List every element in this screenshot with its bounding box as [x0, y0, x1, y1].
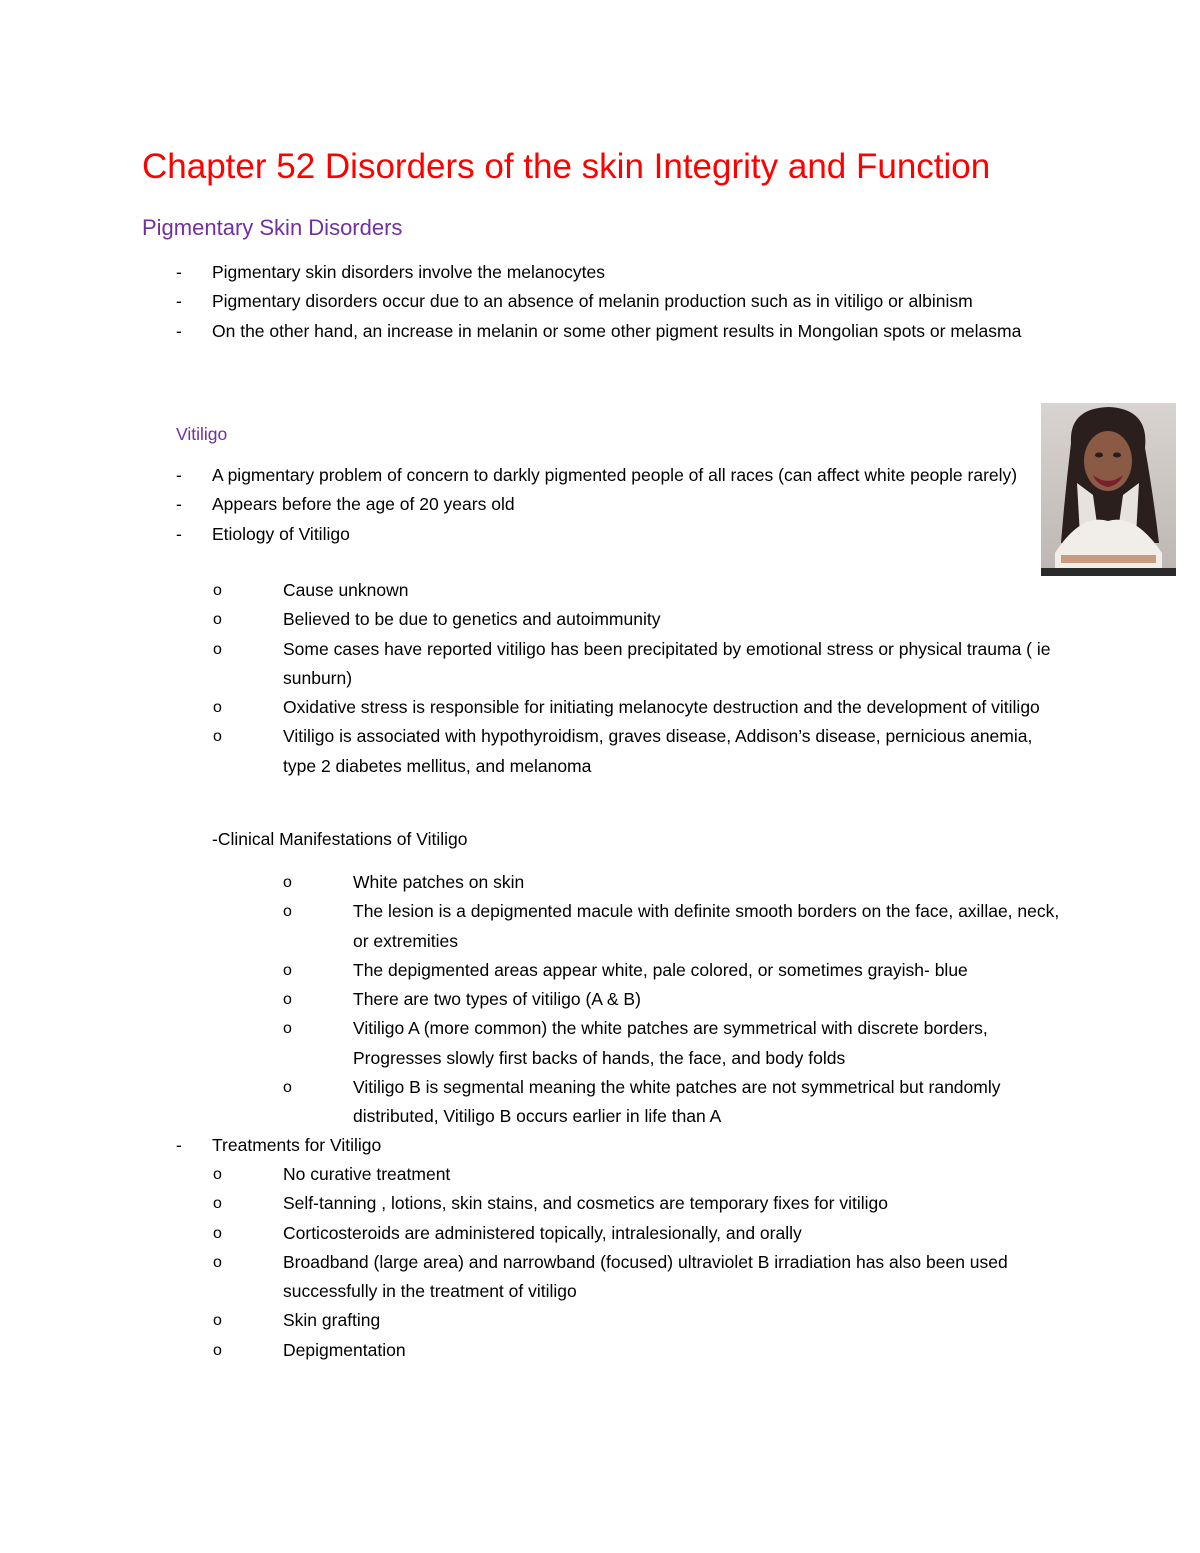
- list-item: o The depigmented areas appear white, pale colored, or sometimes grayish- blue: [283, 959, 968, 980]
- list-item: - Treatments for Vitiligo: [176, 1135, 382, 1155]
- chapter-title: Chapter 52 Disorders of the skin Integrity and Function: [142, 147, 991, 186]
- list-item: o Broadband (large area) and narrowband (focused) ultraviolet B irradiation has also been used successfully in the treatment of vitiligo: [213, 1251, 1008, 1302]
- etiology-list: [213, 576, 1063, 781]
- list-item: o Depigmentation: [213, 1339, 406, 1360]
- portrait-photo: [1041, 403, 1176, 576]
- list-item: o Cause unknown: [213, 580, 409, 600]
- list-item: o Oxidative stress is responsible for initiating melanocyte destruction and the development of vitiligo: [213, 697, 1040, 718]
- vitiligo-heading: Vitiligo: [176, 424, 228, 444]
- list-item: - Etiology of Vitiligo: [176, 523, 350, 544]
- list-item: o Corticosteroids are administered topically, intralesionally, and orally: [213, 1222, 802, 1243]
- manifestations-list: [283, 868, 1063, 1132]
- treatments-list: [213, 1160, 1063, 1365]
- list-item: o Vitiligo is associated with hypothyroidism, graves disease, Addison’s disease, pernicious anemia, type 2 diabetes mellitus, and melanoma: [213, 726, 1033, 776]
- treatments-heading-list: [142, 1131, 1032, 1160]
- list-item: - Appears before the age of 20 years old: [176, 494, 515, 515]
- section-heading: Pigmentary Skin Disorders: [142, 215, 403, 240]
- manifestations-heading: -Clinical Manifestations of Vitiligo: [212, 829, 468, 849]
- list-item: o No curative treatment: [213, 1164, 451, 1184]
- list-item: o The lesion is a depigmented macule with definite smooth borders on the face, axillae, neck, or extremities: [283, 901, 1060, 951]
- list-item: o Vitiligo B is segmental meaning the white patches are not symmetrical but randomly distributed, Vitiligo B occurs earlier in life than A: [283, 1077, 1001, 1127]
- list-item: o Vitiligo A (more common) the white patches are symmetrical with discrete borders, Progresses slowly first backs of hands, the face, and body folds: [283, 1018, 988, 1068]
- list-item: - Pigmentary skin disorders involve the melanocytes: [176, 262, 605, 282]
- pigmentary-bullet-list: [142, 258, 1062, 346]
- list-item: o White patches on skin: [283, 872, 525, 892]
- vitiligo-bullet-list: [142, 461, 1032, 549]
- list-item: - Pigmentary disorders occur due to an absence of melanin production such as in vitiligo or albinism: [176, 291, 973, 312]
- list-item: o Some cases have reported vitiligo has been precipitated by emotional stress or physical trauma ( ie sunburn): [213, 638, 1051, 688]
- list-item: - On the other hand, an increase in melanin or some other pigment results in Mongolian spots or melasma: [176, 320, 1022, 341]
- list-item: o Skin grafting: [213, 1310, 381, 1331]
- list-item: o There are two types of vitiligo (A & B): [283, 989, 641, 1010]
- list-item: o Believed to be due to genetics and autoimmunity: [213, 609, 661, 630]
- list-item: - A pigmentary problem of concern to darkly pigmented people of all races (can affect white people rarely): [176, 465, 1018, 485]
- list-item: o Self-tanning , lotions, skin stains, and cosmetics are temporary fixes for vitiligo: [213, 1193, 888, 1214]
